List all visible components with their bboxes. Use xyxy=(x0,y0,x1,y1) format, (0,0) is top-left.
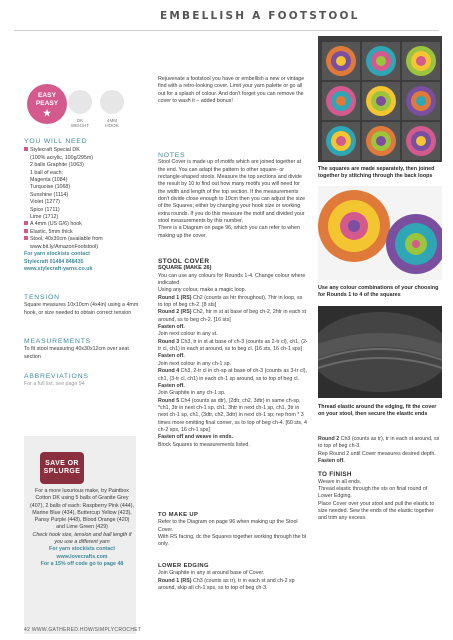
difficulty-badge-bottom: PEASY xyxy=(35,100,59,107)
notes-section: NOTES Stool Cover is made up of motifs which are joined together at the end. You can adapt the pattern to other square- or rectangle-shaped stools. Measure the top sections and divide the result by 10 to find out how many motifs you will need for the width and length of the top section. If the measurements don't divide close enough to 10cm then you can adjust the size of the Squares; either by changing your hook size or working extra rounds. If you do this measure the motif and divided your stool measurements by this number. There is a Diagram on page 96, which you can refer to when making up the cover. xyxy=(158,152,306,239)
hook-label: 4MM HOOK xyxy=(105,118,119,129)
abbreviations-section: ABBREVIATIONS For a full list, see page 94 xyxy=(24,373,89,388)
save-or-splurge-text: For a more luxurious make, try Paintbox Cotton DK using 5 balls of Granite Grey (407), 2 balls of each: Raspberry Pink (444), Marine Blue (434), Buttercup Yellow (423), Pansy Purple (448), Blood Orange (420) and Lime Green (429) Check hook size, tension and ball length if you use a different yarn For yarn stockists contact www.lovecrafts.com For a 15% off code go to page 48 xyxy=(30,488,134,567)
measurements-section: MEASUREMENTS To fit stool measuring 40x30x12cm over seat section xyxy=(24,338,129,360)
edging-photo xyxy=(318,306,442,398)
make-up-section: TO MAKE UP Refer to the Diagram on page 96 when making up the Stool Cover. With RS facing, dc the Squares together working through the bl only. xyxy=(158,512,307,548)
weight-label: DK WEIGHT xyxy=(70,118,90,129)
right-text-section: Round 2 Ch3 (counts as tr), tr in each st around, ss to top of beg ch-3. Rep Round 2 until Cover measures desired depth. Fasten off. TO FINISH Weave in all ends. Thread elastic through the sts on final round of Lower Edging. Place Cover over your stool and pull the elastic to size needed. Sew the ends of the elastic together and trim any excess. xyxy=(318,436,440,522)
star-icon: ★ xyxy=(42,108,52,118)
difficulty-badge xyxy=(27,84,67,124)
you-will-need-section: YOU WILL NEED Stylecraft Special DK (100% acrylic, 100g/295m) 2 balls Graphite (1063) 1 ball of each: Magenta (1084) Turquoise (1068) Sunshine (1114) Violet (1277) Spice (1711) Lime (1712) A 4mm (US G/6) hook Elastic, 5mm thick Stool, 40x30cm (available from www.bit.ly/AmazonFootstool) For yarn stockists contact Stylecraft 01484 848435 www.stylecraft-yarns.co.uk xyxy=(24,138,148,273)
header-divider xyxy=(14,30,439,31)
caption-edging: Thread elastic around the edging, fit the cover on your stool, then secure the elastic ends xyxy=(318,404,437,417)
yarn-ball-icon xyxy=(68,90,92,114)
flowers-photo xyxy=(318,186,442,280)
intro-text: Rejuvenate a footstool you have or embellish a new or vintage find with a retro-looking cover. Limit your yarn palette or go all out for a splash of colour. And don't forget you can remove the cover to wash it – added bonus! xyxy=(158,76,305,105)
save-or-splurge-badge: SAVE OR SPLURGE xyxy=(40,452,84,484)
page-number: 42 xyxy=(24,627,31,633)
stool-edging-image xyxy=(318,306,442,398)
caption-squares: The squares are made separately, then joined together by stitching through the back loops xyxy=(318,166,435,179)
hook-icon xyxy=(100,90,124,114)
lower-edging-section: LOWER EDGING Join Graphite in any st around base of Cover. Round 1 (RS) Ch3 (counts as tr), tr in each st and ch-2 sp around, skip all ch-1 sps, ss to top of beg ch-3. xyxy=(158,563,295,592)
tension-section: TENSION Square measures 10x10cm (4x4in) using a 4mm hook, or size needed to obtain correct tension xyxy=(24,294,139,316)
crochet-squares-image xyxy=(318,36,442,162)
page-footer xyxy=(24,627,141,633)
stockists-label: For yarn stockists contact xyxy=(24,251,90,258)
page-header-title: EMBELLISH A FOOTSTOOL xyxy=(160,10,360,22)
you-will-need-heading: YOU WILL NEED xyxy=(24,138,88,145)
squares-photo xyxy=(318,36,442,162)
difficulty-badge-top: EASY xyxy=(38,92,56,99)
stool-cover-section: STOOL COVER SQUARE (MAKE 26) You can use any colours for Rounds 1-4. Change colour where indicated. Using any colour, make a magic loop. Round 1 (RS) Ch2 (counts as htr throughout), 7htr in loop, ss to top of beg ch-2. [8 sts] Round 2 (RS) Ch2, htr in st at base of beg ch-2, 2htr in each st around, ss to beg ch-2. [16 sts] Fasten off. Join next colour in any st. Round 3 Ch3, tr in st at base of ch-3 (counts as 2-tr cl), ch1, (2-tr cl, ch1) in each st around, ss to beg cl. [16 sts, 16 ch-1 sps] Fasten off. Join next colour in any ch-1 sp. Round 4 Ch3, 2-tr cl in ch-sp at base of ch-3 (counts as 3-tr cl), ch1, (3-tr cl, ch1) in each ch-1 sp around, ss to top of beg cl. Fasten off. Join Graphite in any ch-1 sp. Round 5 Ch4 (counts as dtr), (2dtr, ch2, 3dtr) in same ch-sp, *ch1, 3tr in next ch-1 sp, ch1, 3htr in next ch-1 sp, ch1, 3tr in next ch-1 sp, ch1, (3dtr, ch2, 3dtr) in next ch-1 sp; rep from * 3 times more omitting final corner, ss to top of beg ch-4. [60 sts, 4 ch-2 sps, 16 ch-1 sps] Fasten off and weave in ends. Block Squares to measurements listed. xyxy=(158,258,308,448)
crochet-flowers-image xyxy=(318,186,442,280)
caption-flowers: Use any colour combinations of your choosing for Rounds 1 to 4 of the squares xyxy=(318,285,439,298)
footer-url[interactable]: WWW.GATHERED.HOW/SIMPLYCROCHET xyxy=(31,627,142,633)
stockists-name: Stylecraft 01484 848435 xyxy=(24,258,84,265)
stockists-web: www.stylecraft-yarns.co.uk xyxy=(24,265,93,272)
